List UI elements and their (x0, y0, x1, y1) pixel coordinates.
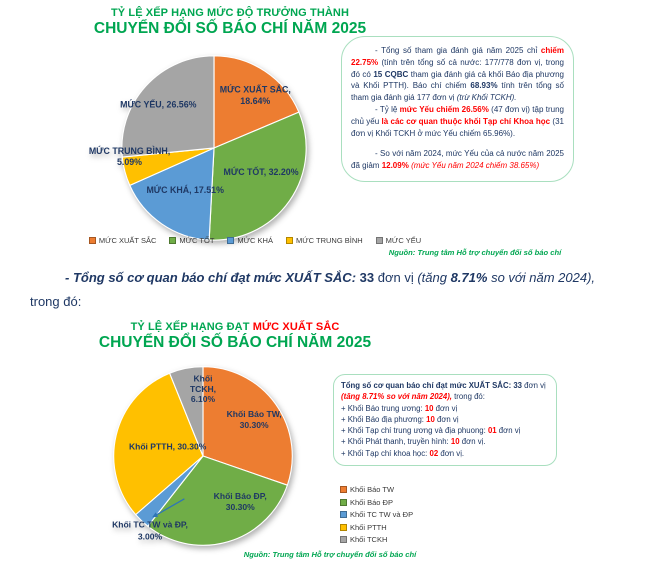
text-segment: 68.93% (470, 81, 498, 91)
legend-label: MỨC XUẤT SẮC (98, 236, 157, 245)
text-segment: (47 đơn vị) tập trung chủ yếu (351, 104, 564, 126)
text-segment: 10 (426, 414, 435, 424)
info-box2-line-6 (341, 436, 549, 447)
text-segment: 12.09% (381, 161, 409, 171)
text-segment: đơn vị (496, 426, 521, 436)
text-segment: - Tổng số tham gia đánh giá năm 2025 chỉ (375, 46, 541, 55)
text-segment: chiếm 22.75% (351, 46, 564, 67)
legend-item (286, 236, 363, 245)
chart1-title (70, 7, 390, 38)
chart1-legend (75, 236, 435, 245)
legend-marker (340, 536, 347, 543)
text-segment: đơn vị (522, 381, 546, 390)
text-segment: TỶ LỆ XẾP HẠNG ĐẠT (130, 321, 253, 333)
info-box1-paragraph-3 (351, 148, 564, 172)
text-segment: 01 (487, 426, 497, 436)
text-segment: 33 (359, 270, 375, 285)
legend-label: MỨC KHÁ (237, 236, 273, 245)
legend-label: Khối Báo ĐP (350, 497, 393, 507)
text-segment: so với năm 2024), (487, 270, 596, 285)
info-box-assessment-summary (341, 36, 574, 182)
text-segment: 15 CQBC (373, 69, 409, 79)
pie-slice-label: Khối Báo ĐP, 30.30% (213, 490, 267, 512)
text-segment: (tăng 8.71% so với năm 2024), (341, 392, 452, 402)
legend-marker (286, 237, 293, 244)
chart2-title-line1 (75, 321, 395, 333)
legend-label: Khối TC TW và ĐP (350, 510, 414, 520)
legend-marker (227, 237, 234, 244)
pie-slice-label: MỨC KHÁ, 17.51% (146, 185, 224, 196)
legend-item (340, 535, 413, 544)
pie-slice-label: Khối TCKH, 6.10% (189, 373, 217, 405)
text-segment: + Khối Tạp chí trung ương và địa phuong: (341, 426, 488, 436)
legend-label: Khối PTTH (350, 522, 387, 532)
text-segment: là các cơ quan thuộc khối Tạp chí Khoa học (381, 116, 551, 126)
summary-line-2 (30, 290, 646, 314)
legend-marker (340, 499, 347, 506)
summary-paragraph (30, 266, 646, 314)
text-segment: tính trên tổng số tham gia đánh giá 177 đơn vị (351, 81, 564, 103)
legend-label: MỨC YẾU (385, 236, 422, 245)
legend-marker (89, 237, 96, 244)
text-segment: - So với năm 2024, mức Yếu của cả nước năm 2025 đã giảm (351, 149, 564, 171)
info-box2-line-2 (341, 391, 549, 402)
info-box1-paragraph-1 (351, 45, 564, 104)
info-box1-paragraph-2 (351, 104, 564, 139)
text-segment: đơn vị (374, 270, 418, 285)
chart2-title (75, 321, 395, 352)
pie-slice-label: Khối TC TW và ĐP, 3.00% (112, 519, 188, 542)
text-segment: đơn vị (434, 414, 459, 424)
summary-line-1 (30, 266, 646, 290)
legend-marker (169, 237, 176, 244)
text-segment: trong đó: (451, 392, 485, 402)
info-box2-line-7 (341, 448, 549, 459)
legend-label: Khối Báo TW (350, 485, 395, 494)
text-segment: - Tỷ lệ (375, 104, 400, 114)
text-segment: (trừ Khối TCKH). (456, 93, 517, 103)
text-segment: 8.71% (450, 270, 488, 285)
pie-slice-label: Khối PTTH, 30.30% (128, 441, 207, 452)
text-segment: trong đó: (30, 294, 82, 309)
source-note-2: Nguồn: Trung tâm Hỗ trợ chuyển đổi số báo chí (243, 550, 417, 559)
text-segment: (tính trên tổng số cả nước: 177/778 đơn vị, trong đó có (351, 57, 564, 79)
text-segment: đơn vị. (459, 437, 486, 447)
text-segment: 10 (450, 437, 460, 447)
text-segment: mức Yếu chiếm 26.56% (399, 104, 489, 114)
text-segment: đơn vị (433, 403, 458, 413)
text-segment: 10 (424, 403, 434, 413)
text-segment: (tăng (417, 270, 451, 285)
text-segment: Tổng số cơ quan báo chí đạt mức XUẤT SẮC: 33 (341, 381, 523, 390)
legend-item (89, 236, 157, 245)
legend-marker (376, 237, 383, 244)
pie-slice-label: Khối Báo TW, 30.30% (226, 408, 282, 431)
legend-label: Khối TCKH (350, 535, 388, 545)
legend-marker (340, 511, 347, 518)
chart2-title-line2: CHUYỂN ĐỔI SỐ BÁO CHÍ NĂM 2025 (98, 334, 372, 351)
info-box-excellent-breakdown (333, 374, 557, 466)
info-box2-line-5 (341, 425, 549, 436)
text-segment: tham gia đánh giá cả khối Báo địa phương và Khối PTTH). Báo chí chiếm (351, 69, 564, 91)
legend-item (340, 485, 413, 494)
pie-chart-maturity-levels (88, 52, 310, 244)
legend-label: MỨC TRUNG BÌNH (295, 236, 363, 245)
text-segment: + Khối Tạp chí khoa học: (341, 448, 430, 458)
legend-label: MỨC TỐT (179, 236, 215, 245)
text-segment: 02 (429, 448, 439, 458)
info-box2-line-1 (341, 380, 549, 391)
pie-slice-label: MỨC TRUNG BÌNH, 5.09% (88, 145, 171, 167)
text-segment: (31 đơn vị Khối TCKH ở mức Yếu chiếm 65.96%). (351, 116, 564, 138)
text-segment: đơn vị. (438, 448, 465, 458)
legend-item (340, 510, 413, 519)
pie-chart-excellent-by-block (110, 363, 296, 549)
text-segment: + Khối Báo địa phương: (341, 414, 427, 424)
legend-item (340, 523, 413, 532)
text-segment: + Khối Phát thanh, truyền hình: (341, 437, 451, 447)
legend-marker (340, 524, 347, 531)
text-segment: + Khối Báo trung ương: (341, 403, 425, 413)
source-note-1: Nguồn: Trung tâm Hỗ trợ chuyển đổi số báo chí (388, 248, 562, 257)
legend-marker (340, 486, 347, 493)
pie-slice-label: MỨC YẾU, 26.56% (120, 99, 197, 110)
pie-slice-label: MỨC XUẤT SẮC, 18.64% (219, 84, 291, 106)
chart1-title-line2: CHUYỂN ĐỔI SỐ BÁO CHÍ NĂM 2025 (93, 20, 367, 37)
chart1-title-line1: TỶ LỆ XẾP HẠNG MỨC ĐỘ TRƯỞNG THÀNH (110, 7, 349, 19)
pie-slice-label: MỨC TỐT, 32.20% (223, 166, 299, 177)
legend-item (376, 236, 421, 245)
legend-item (169, 236, 214, 245)
legend-item (340, 498, 413, 507)
text-segment: (mức Yếu năm 2024 chiếm 38.65%) (411, 161, 540, 171)
text-segment: - Tổng số cơ quan báo chí đạt mức XUẤT SẮC: (65, 270, 360, 285)
legend-item (227, 236, 273, 245)
chart2-legend (340, 485, 413, 544)
text-segment: MỨC XUẤT SẮC (252, 321, 340, 333)
info-box2-line-4 (341, 414, 549, 425)
info-box2-line-3 (341, 403, 549, 414)
